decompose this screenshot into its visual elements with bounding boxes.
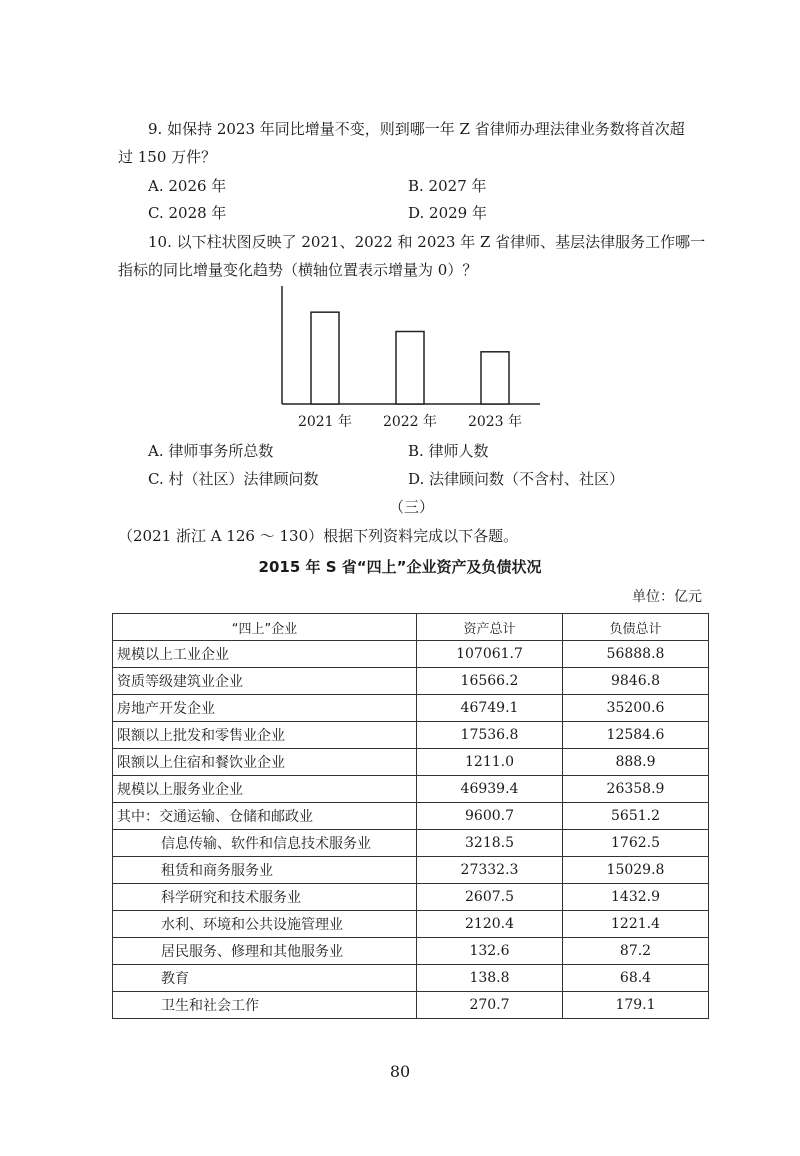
row-liabilities-value: 68.4 bbox=[563, 965, 709, 992]
row-liabilities-value: 15029.8 bbox=[563, 857, 709, 884]
x-tick-label: 2021 年 bbox=[297, 414, 353, 430]
row-assets-value: 138.8 bbox=[417, 965, 563, 992]
table-row bbox=[113, 803, 709, 830]
x-tick-label: 2023 年 bbox=[467, 414, 523, 430]
row-enterprise-name: 规模以上服务业企业 bbox=[113, 776, 417, 803]
row-liabilities-value: 1221.4 bbox=[563, 911, 709, 938]
q10-option-a[interactable]: A. 律师事务所总数 bbox=[148, 442, 274, 460]
row-assets-value: 2120.4 bbox=[417, 911, 563, 938]
row-enterprise-name: 其中：交通运输、仓储和邮政业 bbox=[113, 803, 417, 830]
row-assets-value: 132.6 bbox=[417, 938, 563, 965]
q10-option-c[interactable]: C. 村（社区）法律顾问数 bbox=[148, 470, 319, 488]
q9-option-a[interactable]: A. 2026 年 bbox=[148, 177, 227, 195]
row-liabilities-value: 9846.8 bbox=[563, 668, 709, 695]
section-intro: （2021 浙江 A 126 ～ 130）根据下列资料完成以下各题。 bbox=[118, 527, 519, 545]
row-assets-value: 270.7 bbox=[417, 992, 563, 1019]
table-row bbox=[113, 938, 709, 965]
table-row bbox=[113, 911, 709, 938]
table-row bbox=[113, 641, 709, 668]
row-liabilities-value: 5651.2 bbox=[563, 803, 709, 830]
row-enterprise-name: 限额以上批发和零售业企业 bbox=[113, 722, 417, 749]
row-assets-value: 27332.3 bbox=[417, 857, 563, 884]
table-row bbox=[113, 722, 709, 749]
q10-option-b[interactable]: B. 律师人数 bbox=[408, 442, 489, 460]
table-row bbox=[113, 830, 709, 857]
row-enterprise-name: 卫生和社会工作 bbox=[113, 992, 417, 1019]
bar-3 bbox=[481, 352, 509, 404]
row-assets-value: 17536.8 bbox=[417, 722, 563, 749]
row-assets-value: 16566.2 bbox=[417, 668, 563, 695]
table-header-row bbox=[113, 614, 709, 641]
table-row bbox=[113, 668, 709, 695]
row-enterprise-name: 信息传输、软件和信息技术服务业 bbox=[113, 830, 417, 857]
q9-stem-line2: 过 150 万件？ bbox=[118, 148, 217, 166]
table-row bbox=[113, 857, 709, 884]
q9-option-c[interactable]: C. 2028 年 bbox=[148, 204, 227, 222]
q10-stem-line2: 指标的同比增量变化趋势（横轴位置表示增量为 0）？ bbox=[118, 261, 478, 279]
header-assets: 资产总计 bbox=[417, 614, 563, 641]
row-enterprise-name: 房地产开发企业 bbox=[113, 695, 417, 722]
q10-stem-line1: 10. 以下柱状图反映了 2021、2022 和 2023 年 Z 省律师、基层法律服务工作哪一 bbox=[148, 233, 706, 251]
table-row bbox=[113, 965, 709, 992]
header-enterprise: “四上”企业 bbox=[113, 614, 417, 641]
row-liabilities-value: 888.9 bbox=[563, 749, 709, 776]
table-row bbox=[113, 749, 709, 776]
row-enterprise-name: 规模以上工业企业 bbox=[113, 641, 417, 668]
bar-1 bbox=[311, 312, 339, 404]
q10-bar-chart bbox=[270, 284, 560, 432]
q10-option-d[interactable]: D. 法律顾问数（不含村、社区） bbox=[408, 470, 625, 488]
row-assets-value: 9600.7 bbox=[417, 803, 563, 830]
row-liabilities-value: 56888.8 bbox=[563, 641, 709, 668]
q9-stem-line1: 9. 如保持 2023 年同比增量不变，则到哪一年 Z 省律师办理法律业务数将首次超 bbox=[148, 120, 685, 138]
row-assets-value: 2607.5 bbox=[417, 884, 563, 911]
row-enterprise-name: 科学研究和技术服务业 bbox=[113, 884, 417, 911]
row-assets-value: 107061.7 bbox=[417, 641, 563, 668]
row-liabilities-value: 35200.6 bbox=[563, 695, 709, 722]
row-liabilities-value: 26358.9 bbox=[563, 776, 709, 803]
section-label: （三） bbox=[389, 498, 435, 516]
row-liabilities-value: 1432.9 bbox=[563, 884, 709, 911]
table-title: 2015 年 S 省“四上”企业资产及负债状况 bbox=[258, 558, 542, 576]
table-row bbox=[113, 884, 709, 911]
table-row bbox=[113, 695, 709, 722]
row-enterprise-name: 水利、环境和公共设施管理业 bbox=[113, 911, 417, 938]
table-row bbox=[113, 776, 709, 803]
bar-2 bbox=[396, 332, 424, 405]
row-assets-value: 46749.1 bbox=[417, 695, 563, 722]
row-enterprise-name: 教育 bbox=[113, 965, 417, 992]
row-assets-value: 46939.4 bbox=[417, 776, 563, 803]
row-enterprise-name: 限额以上住宿和餐饮业企业 bbox=[113, 749, 417, 776]
row-enterprise-name: 租赁和商务服务业 bbox=[113, 857, 417, 884]
page-number: 80 bbox=[389, 1062, 411, 1081]
table-row bbox=[113, 992, 709, 1019]
row-enterprise-name: 资质等级建筑业企业 bbox=[113, 668, 417, 695]
q9-option-d[interactable]: D. 2029 年 bbox=[408, 204, 487, 222]
header-liabilities: 负债总计 bbox=[563, 614, 709, 641]
row-liabilities-value: 1762.5 bbox=[563, 830, 709, 857]
row-enterprise-name: 居民服务、修理和其他服务业 bbox=[113, 938, 417, 965]
row-assets-value: 1211.0 bbox=[417, 749, 563, 776]
table-unit: 单位：亿元 bbox=[632, 589, 702, 605]
row-liabilities-value: 179.1 bbox=[563, 992, 709, 1019]
row-liabilities-value: 87.2 bbox=[563, 938, 709, 965]
row-liabilities-value: 12584.6 bbox=[563, 722, 709, 749]
row-assets-value: 3218.5 bbox=[417, 830, 563, 857]
q9-option-b[interactable]: B. 2027 年 bbox=[408, 177, 487, 195]
asset-liability-table bbox=[112, 613, 709, 1019]
x-tick-label: 2022 年 bbox=[382, 414, 438, 430]
